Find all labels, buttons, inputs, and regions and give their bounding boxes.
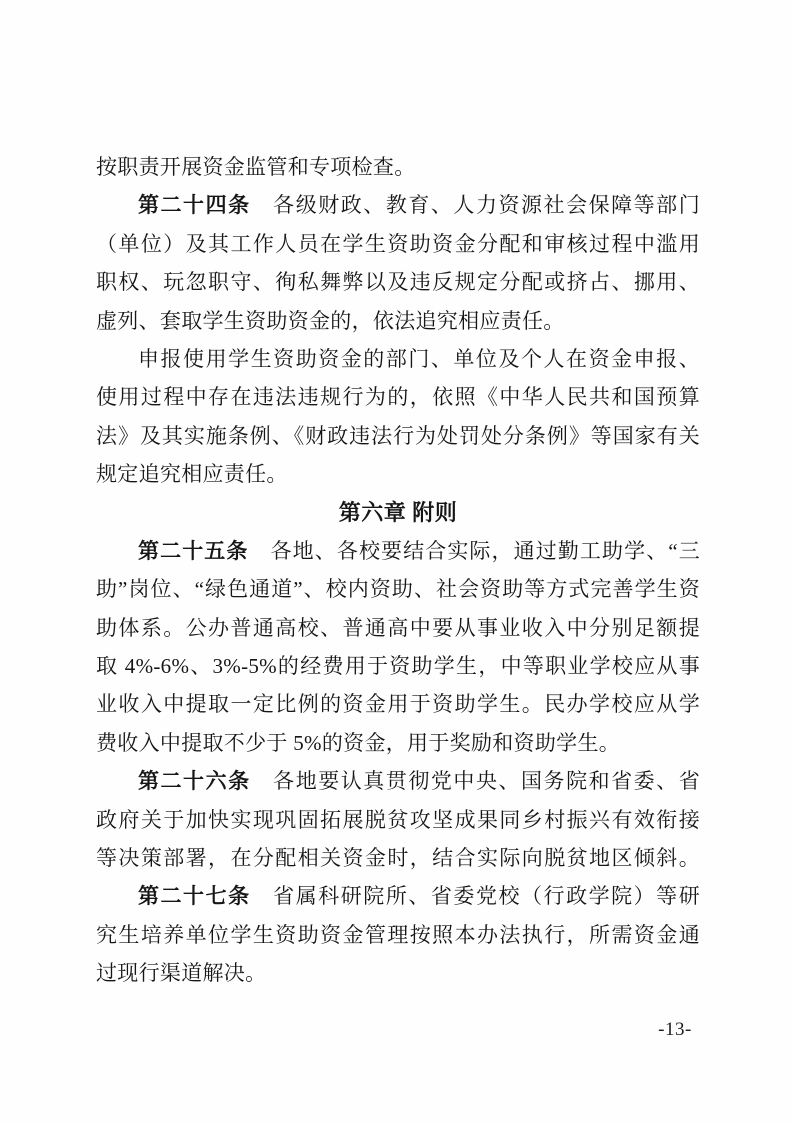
text-line bbox=[96, 762, 700, 800]
article-number: 第二十五条 bbox=[138, 538, 249, 563]
chapter-heading: 第六章 附则 bbox=[338, 499, 458, 525]
text-line bbox=[96, 801, 700, 839]
text-run: 虚列、套取学生资助资金的，依法追究相应责任。 bbox=[96, 308, 565, 333]
text-run: 各地、各校要结合实际，通过勤工助学、“三 bbox=[248, 538, 701, 563]
text-line bbox=[96, 263, 700, 301]
text-run: 助体系。公办普通高校、普通高中要从事业收入中分别足额提 bbox=[96, 615, 700, 640]
text-run: 职权、玩忽职守、徇私舞弊以及违反规定分配或挤占、挪用、 bbox=[96, 270, 700, 295]
text-run: 规定追究相应责任。 bbox=[96, 462, 288, 487]
text-line bbox=[96, 724, 700, 762]
text-run: 取 4%-6%、3%-5%的经费用于资助学生，中等职业学校应从事 bbox=[96, 654, 700, 679]
text-run: （单位）及其工作人员在学生资助资金分配和审核过程中滥用 bbox=[96, 231, 700, 256]
text-line bbox=[96, 225, 700, 263]
text-line bbox=[96, 186, 700, 224]
text-line bbox=[96, 302, 700, 340]
text-line bbox=[96, 877, 700, 915]
text-run: 省属科研院所、省委党校（行政学院）等研 bbox=[250, 884, 701, 909]
text-run: 各地要认真贯彻党中央、国务院和省委、省 bbox=[250, 769, 701, 794]
text-run: 按职责开展资金监管和专项检查。 bbox=[96, 155, 416, 179]
article-number: 第二十七条 bbox=[138, 884, 251, 909]
text-run: 过现行渠道解决。 bbox=[96, 961, 267, 986]
text-run: 业收入中提取一定比例的资金用于资助学生。民办学校应从学 bbox=[96, 692, 700, 717]
text-run: 究生培养单位学生资助资金管理按照本办法执行，所需资金通 bbox=[96, 922, 700, 947]
text-line bbox=[96, 570, 700, 608]
text-line bbox=[96, 532, 700, 570]
text-run: 助”岗位、“绿色通道”、校内资助、社会资助等方式完善学生资 bbox=[96, 577, 700, 602]
text-run: 费收入中提取不少于 5%的资金，用于奖励和资助学生。 bbox=[96, 730, 621, 755]
text-run: 法》及其实施条例、《财政违法行为处罚处分条例》等国家有关 bbox=[96, 423, 700, 448]
article-number: 第二十四条 bbox=[138, 193, 251, 218]
text-line bbox=[96, 954, 700, 992]
text-line bbox=[96, 609, 700, 647]
text-run: 等决策部署，在分配相关资金时，结合实际向脱贫地区倾斜。 bbox=[96, 846, 700, 871]
text-run: 政府关于加快实现巩固拓展脱贫攻坚成果同乡村振兴有效衔接 bbox=[96, 807, 700, 832]
text-line bbox=[96, 916, 700, 954]
text-run: 申报使用学生资助资金的部门、单位及个人在资金申报、 bbox=[138, 346, 700, 371]
text-line bbox=[96, 340, 700, 378]
text-line bbox=[96, 417, 700, 455]
text-run: 各级财政、教育、人力资源社会保障等部门 bbox=[250, 193, 701, 218]
text-line bbox=[96, 647, 700, 685]
article-number: 第二十六条 bbox=[138, 769, 251, 794]
text-line bbox=[96, 378, 700, 416]
text-line bbox=[96, 839, 700, 877]
text-line bbox=[96, 148, 700, 186]
text-run: 使用过程中存在违法违规行为的，依照《中华人民共和国预算 bbox=[96, 385, 700, 410]
text-line bbox=[96, 685, 700, 723]
text-line bbox=[96, 455, 700, 493]
page-number: -13- bbox=[658, 1019, 692, 1040]
document-body bbox=[96, 148, 700, 993]
